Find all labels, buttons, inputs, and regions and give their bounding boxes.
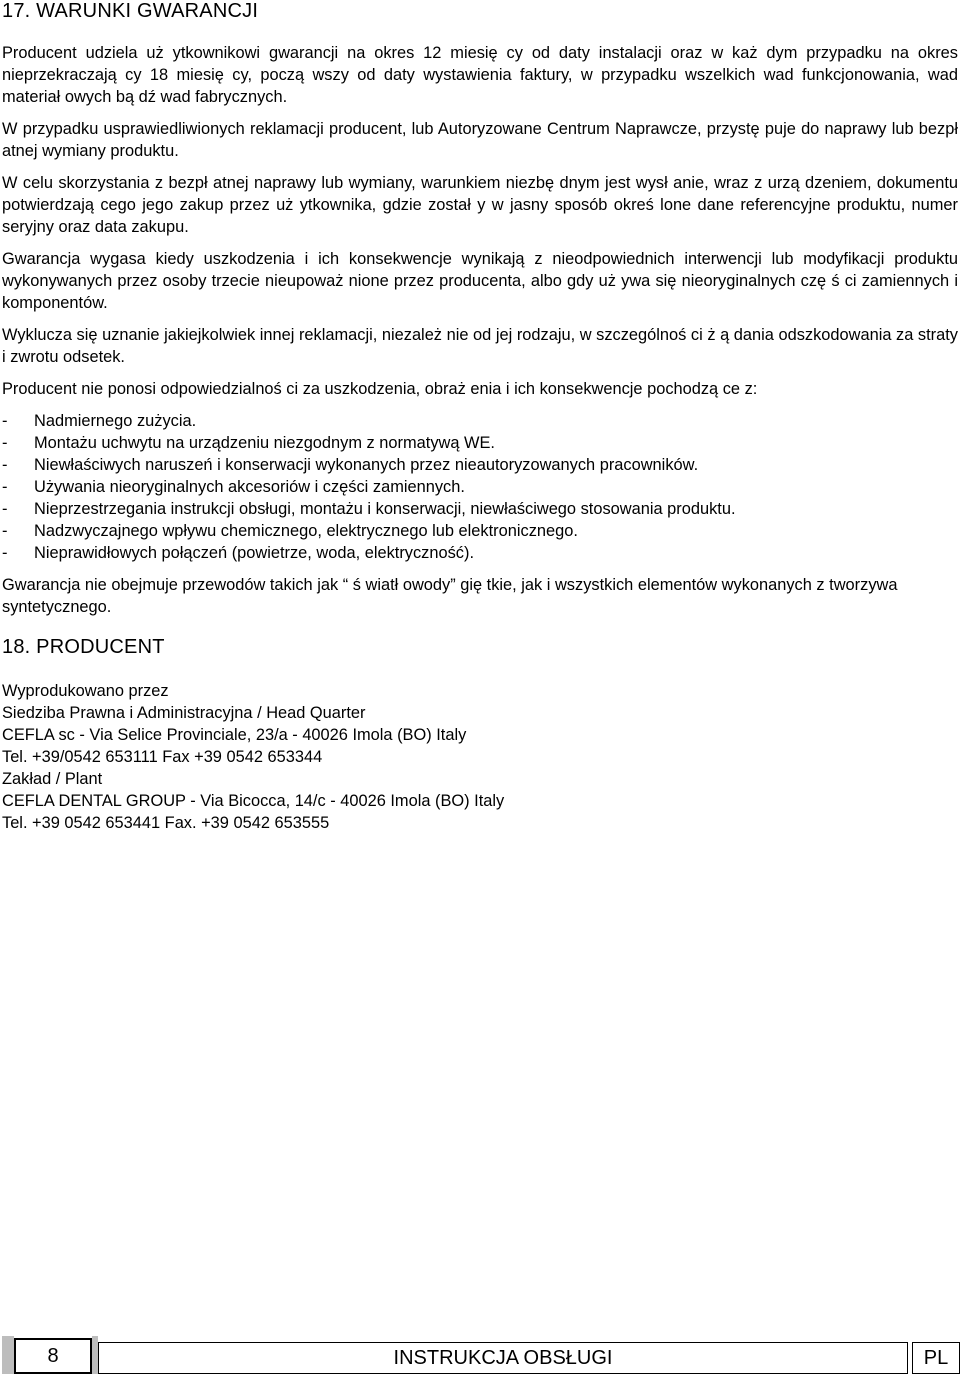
list-dash: - [2, 412, 8, 430]
list-item [2, 476, 958, 498]
producer-line: Wyprodukowano przez [2, 682, 169, 700]
warranty-closing-paragraph: Gwarancja nie obejmuje przewodów takich jak “ ś wiatł owody” gię tkie, jak i wszystkich elementów wykonanych z tworzywa syntetycznego. [2, 576, 898, 616]
manual-title: INSTRUKCJA OBSŁUGI [98, 1342, 908, 1374]
producer-address-block [2, 680, 958, 834]
list-dash: - [2, 544, 8, 562]
document-page [2, 0, 958, 834]
list-dash: - [2, 500, 8, 518]
warranty-paragraph: Wyklucza się uznanie jakiejkolwiek innej reklamacji, niezależ nie od jej rodzaju, w szczególnoś ci ż ą dania odszkodowania za straty i zwrotu odsetek. [2, 326, 958, 366]
list-item [2, 432, 958, 454]
producer-section-title: 18. PRODUCENT [2, 636, 165, 658]
warranty-paragraph: Producent udziela uż ytkownikowi gwarancji na okres 12 miesię cy od daty instalacji oraz w każ dym przypadku na okres nieprzekraczają cy 18 miesię cy, począ wszy od daty wystawienia faktury, w przypadku wszelkich wad funkcjonowania, wad materiał owych bą dź wad fabrycznych. [2, 44, 958, 106]
list-item-text: Nadzwyczajnego wpływu chemicznego, elektrycznego lub elektronicznego. [34, 522, 578, 540]
list-dash: - [2, 522, 8, 540]
warranty-paragraph: W celu skorzystania z bezpł atnej naprawy lub wymiany, warunkiem niezbę dnym jest wysł anie, wraz z urzą dzeniem, dokumentu potwierdzają cego jego zakup przez uż ytkownika, gdzie został y w jasny sposób okreś lone dane referencyjne produktu, numer seryjny oraz data zakupu. [2, 174, 958, 236]
warranty-paragraph: W przypadku usprawiedliwionych reklamacji producent, lub Autoryzowane Centrum Naprawcze, przystę puje do naprawy lub bezpł atnej wymiany produktu. [2, 120, 958, 160]
list-item [2, 520, 958, 542]
list-item [2, 498, 958, 520]
page-number: 8 [14, 1338, 92, 1374]
list-dash: - [2, 456, 8, 474]
producer-line: CEFLA sc - Via Selice Provinciale, 23/a - 40026 Imola (BO) Italy [2, 726, 467, 744]
list-dash: - [2, 478, 8, 496]
producer-line: Tel. +39/0542 653111 Fax +39 0542 653344 [2, 748, 323, 766]
producer-line: Zakład / Plant [2, 770, 103, 788]
list-item-text: Nieprawidłowych połączeń (powietrze, woda, elektryczność). [34, 544, 475, 562]
producer-line: CEFLA DENTAL GROUP - Via Bicocca, 14/c - 40026 Imola (BO) Italy [2, 792, 505, 810]
list-item-text: Nadmiernego zużycia. [34, 412, 197, 430]
footer-decoration [2, 1336, 14, 1374]
page-footer [0, 1336, 960, 1374]
producer-line: Tel. +39 0542 653441 Fax. +39 0542 653555 [2, 814, 330, 832]
list-item-text: Niewłaściwych naruszeń i konserwacji wykonanych przez nieautoryzowanych pracowników. [34, 456, 699, 474]
list-dash: - [2, 434, 8, 452]
warranty-section-title: 17. WARUNKI GWARANCJI [2, 0, 259, 22]
list-item-text: Używania nieoryginalnych akcesoriów i części zamiennych. [34, 478, 465, 496]
warranty-paragraph: Gwarancja wygasa kiedy uszkodzenia i ich konsekwencje wynikają z nieodpowiednich interwencji lub modyfikacji produktu wykonywanych przez osoby trzecie nieupoważ nione przez producenta, albo gdy uż ywa się nieoryginalnych czę ś ci zamiennych i komponentów. [2, 250, 958, 312]
warranty-paragraph: Producent nie ponosi odpowiedzialnoś ci za uszkodzenia, obraż enia i ich konsekwencje pochodzą ce z: [2, 380, 758, 398]
list-item-text: Nieprzestrzegania instrukcji obsługi, montażu i konserwacji, niewłaściwego stosowania produktu. [34, 500, 736, 518]
list-item [2, 454, 958, 476]
exclusions-list [2, 410, 958, 564]
list-item-text: Montażu uchwytu na urządzeniu niezgodnym z normatywą WE. [34, 434, 495, 452]
language-code: PL [912, 1342, 960, 1374]
list-item [2, 542, 958, 564]
list-item [2, 410, 958, 432]
producer-line: Siedziba Prawna i Administracyjna / Head Quarter [2, 704, 366, 722]
